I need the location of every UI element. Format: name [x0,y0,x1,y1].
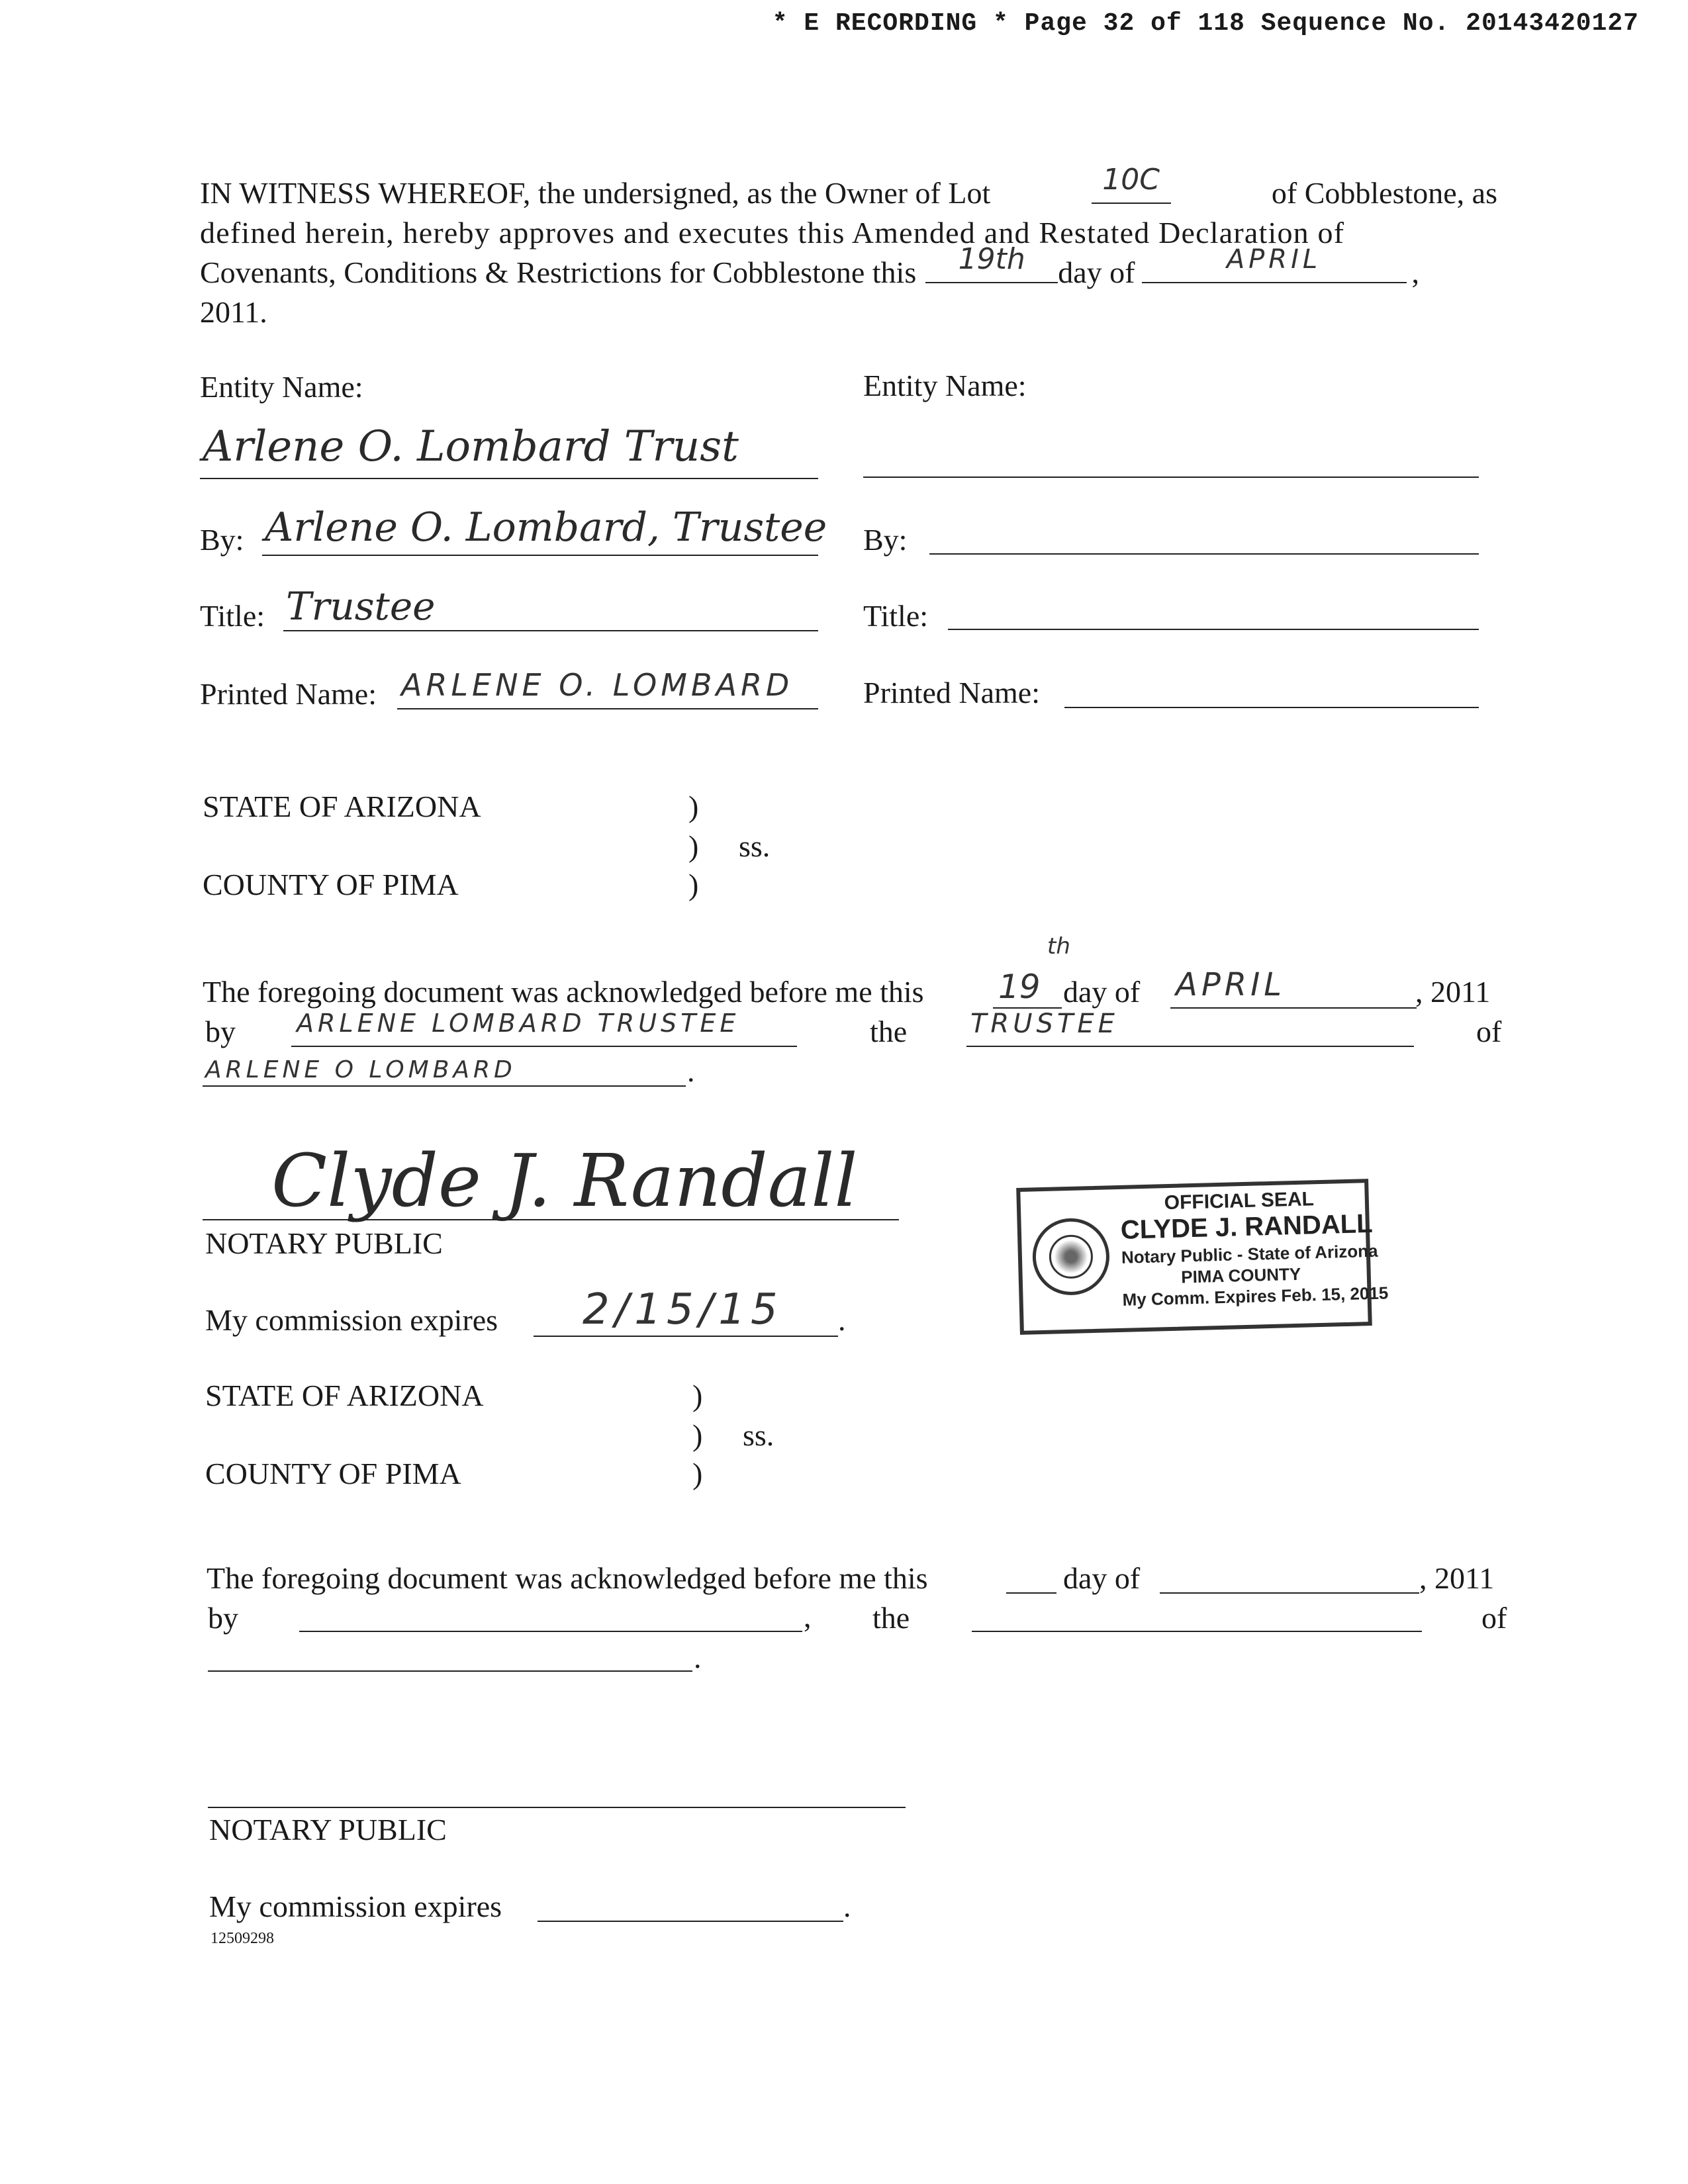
ack1-by-value: ARLENE LOMBARD TRUSTEE [297,1009,740,1038]
witness-paragraph [200,163,1497,332]
notary1-signature: Clyde J. Randall [271,1138,858,1223]
notary1-expires: 2/15/15 [583,1285,783,1334]
notary2-commission-label: My commission expires [209,1889,502,1923]
ack2-by: by [208,1601,238,1635]
ack1-end: . [687,1054,695,1088]
seal-line-1: OFFICIAL SEAL [1164,1188,1315,1214]
left-by-signature: Arlene O. Lombard, Trustee [265,504,827,551]
ack1-of-line [203,1085,686,1087]
ack1-the-value: TRUSTEE [970,1009,1119,1039]
witness-comma: , [1411,255,1419,289]
venue2-ss: ss. [743,1418,774,1452]
ack2-by-line [299,1631,802,1632]
lot-number: 10C [1102,163,1160,197]
venue2-state: STATE OF ARIZONA [205,1379,484,1412]
ack1-month-line [1170,1007,1417,1009]
right-by-line [929,553,1479,555]
notary1-label: NOTARY PUBLIC [205,1226,443,1260]
witness-text-3b: day of [1058,255,1135,289]
witness-text-1b: of Cobblestone, as [1271,176,1497,210]
ack1-day: 19 [998,968,1041,1006]
notary1-expires-line [534,1336,838,1337]
witness-text-2: defined herein, hereby approves and executes this Amended and Restated Declaration of [200,216,1345,250]
venue2-paren-1: ) [692,1379,703,1412]
left-printed-line [397,708,818,709]
ack2-of: of [1481,1601,1507,1635]
witness-text-3a: Covenants, Conditions & Restrictions for Cobblestone this [200,255,917,289]
seal-line-5: My Comm. Expires Feb. 15, 2015 [1122,1283,1389,1310]
notary2-signature-line [208,1807,906,1808]
right-entity-line [863,477,1479,478]
notary1-signature-line [203,1219,899,1220]
right-title-label: Title: [863,599,929,633]
notary1-end: . [838,1303,846,1337]
left-entity-signature: Arlene O. Lombard Trust [203,422,739,471]
left-title-line [283,630,818,631]
right-entity-label: Entity Name: [863,369,1027,402]
witness-day-field [925,242,1058,283]
left-title-handwritten: Trustee [286,584,436,629]
witness-day: 19th [958,242,1025,276]
witness-line-4 [200,293,1497,332]
state-seal-emblem [1031,1217,1110,1296]
notary2-end: . [843,1889,851,1923]
lot-number-field [1092,163,1171,204]
right-printed-label: Printed Name: [863,676,1040,709]
witness-line-3 [200,242,1497,293]
ack2-of-line [208,1670,692,1672]
ack2-the-line [972,1631,1422,1632]
ack1-text-1c: , 2011 [1415,975,1491,1009]
ack1-of: of [1476,1015,1502,1048]
witness-text-1a: IN WITNESS WHEREOF, the undersigned, as the Owner of Lot [200,176,991,210]
ack1-text-1a: The foregoing document was acknowledged before me this [203,975,924,1009]
left-entity-line [200,478,818,479]
left-title-label: Title: [200,599,265,633]
doc-number: 12509298 [211,1930,274,1947]
venue1-ss: ss. [739,829,771,863]
seal-line-4: PIMA COUNTY [1180,1263,1301,1287]
left-printed-handwritten: ARLENE O. LOMBARD [401,667,794,703]
witness-line-1 [200,163,1497,213]
venue1-state: STATE OF ARIZONA [203,790,481,823]
left-entity-label: Entity Name: [200,370,363,404]
venue2-county: COUNTY OF PIMA [205,1457,461,1490]
ack2-text-1b: day of [1063,1561,1141,1595]
venue1-paren-2: ) [688,829,699,863]
left-printed-label: Printed Name: [200,677,377,711]
venue1-paren-3: ) [688,868,699,901]
notary2-label: NOTARY PUBLIC [209,1813,447,1846]
witness-month: APRIL [1226,244,1322,275]
ack2-text-1c: , 2011 [1419,1561,1495,1595]
ack1-by: by [205,1015,236,1048]
ack1-the: the [870,1015,908,1048]
ack1-text-1b: day of [1063,975,1141,1009]
right-title-line [948,629,1479,630]
right-by-label: By: [863,523,908,557]
ack1-by-line [291,1046,797,1047]
venue2-paren-3: ) [692,1457,703,1490]
venue1-paren-1: ) [688,790,699,823]
left-by-line [262,555,818,556]
notary2-expires-line [538,1921,843,1922]
ack2-day-line [1006,1592,1056,1594]
witness-year: 2011. [200,295,267,329]
ack1-day-suffix: th [1047,933,1070,960]
ack2-text-1a: The foregoing document was acknowledged before me this [207,1561,928,1595]
left-by-label: By: [200,523,244,557]
ack2-end: . [694,1641,702,1674]
venue1-county: COUNTY OF PIMA [203,868,459,901]
official-seal-stamp [1016,1179,1389,1335]
ack2-comma: , [804,1600,812,1633]
ack1-of-value: ARLENE O LOMBARD [205,1056,516,1083]
venue2-paren-2: ) [692,1418,703,1452]
ack1-month: APRIL [1176,966,1286,1003]
seal-line-3: Notary Public - State of Arizona [1121,1240,1378,1267]
ack1-the-line [966,1046,1414,1047]
right-printed-line [1064,707,1479,708]
seal-line-2: CLYDE J. RANDALL [1120,1208,1374,1245]
recording-header: * E RECORDING * Page 32 of 118 Sequence No. 20143420127 [772,9,1639,38]
ack2-month-line [1160,1592,1419,1594]
notary1-commission-label: My commission expires [205,1303,498,1337]
witness-month-field [1142,244,1407,283]
ack2-the: the [872,1601,910,1635]
